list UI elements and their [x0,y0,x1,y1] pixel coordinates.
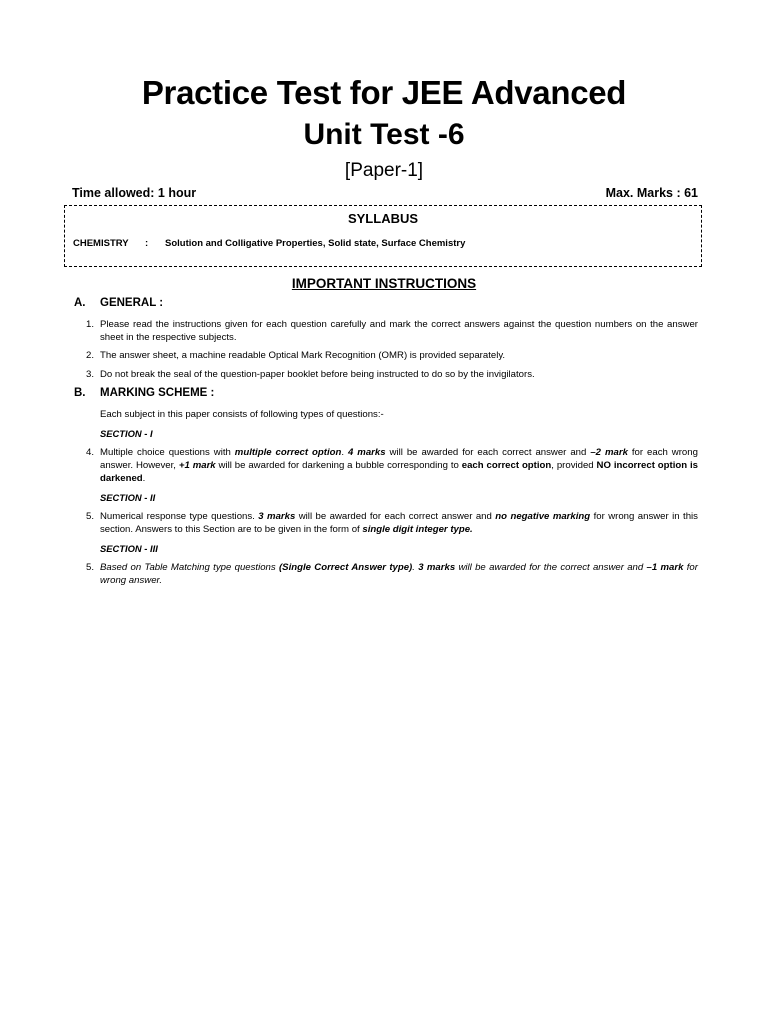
item-text: Please read the instructions given for each question carefully and mark the correct answers against the question numbers on the answer sheet in the respective subjects. [100,319,698,343]
section-1-label: SECTION - I [100,428,153,439]
syllabus-topics: Solution and Colligative Properties, Solid state, Surface Chemistry [165,238,466,249]
marking-letter: B. [74,387,86,399]
instructions-heading: IMPORTANT INSTRUCTIONS [291,276,477,291]
item-number: 2. [86,350,95,361]
general-title: GENERAL : [100,297,164,309]
item-text: Based on Table Matching type questions (Single Correct Answer type). 3 marks will be awarded for the correct answer and –1 mark for wrong answer. [100,562,698,586]
item-text: Multiple choice questions with multiple correct option. 4 marks will be awarded for each correct answer and –2 mark for each wrong answer. However, +1 mark will be awarded for darkening a bubble corresponding to each correct option, provided NO incorrect option is darkened. [100,447,699,484]
document-title: Practice Test for JEE Advanced [141,74,627,111]
paper-label: [Paper-1] [344,160,424,181]
item-text: Numerical response type questions. 3 marks will be awarded for each correct answer and no negative marking for wrong answer in this section. Answers to this Section are to be given in the form of single digit integer type. [100,511,698,535]
instruction-item [86,510,698,536]
syllabus-subject: CHEMISTRY [73,238,129,249]
marking-title: MARKING SCHEME : [100,387,215,399]
general-letter: A. [74,297,86,309]
instruction-item [86,349,698,362]
instruction-item [86,446,698,485]
exam-meta-row [72,186,698,200]
max-marks: Max. Marks : 61 [605,186,698,200]
instruction-item [86,318,698,344]
syllabus-row [73,238,465,249]
syllabus-heading: SYLLABUS [347,211,419,226]
item-text: Do not break the seal of the question-paper booklet before being instructed to do so by the invigilators. [100,369,535,380]
general-heading [74,297,163,309]
item-number: 5. [86,511,95,522]
item-number: 4. [86,447,95,458]
item-text: The answer sheet, a machine readable Optical Mark Recognition (OMR) is provided separately. [100,350,506,361]
section-2-label: SECTION - II [100,492,156,503]
section-3-label: SECTION - III [100,543,158,554]
item-number: 3. [86,369,95,380]
instruction-item [86,368,698,381]
item-number: 5. [86,562,95,573]
instruction-item [86,561,698,587]
item-number: 1. [86,319,95,330]
time-allowed: Time allowed: 1 hour [72,186,197,200]
marking-scheme-heading [74,387,214,399]
unit-test-title: Unit Test -6 [303,118,465,151]
syllabus-box [64,205,702,267]
syllabus-colon: : [145,238,149,249]
marking-intro: Each subject in this paper consists of following types of questions:- [100,409,384,420]
